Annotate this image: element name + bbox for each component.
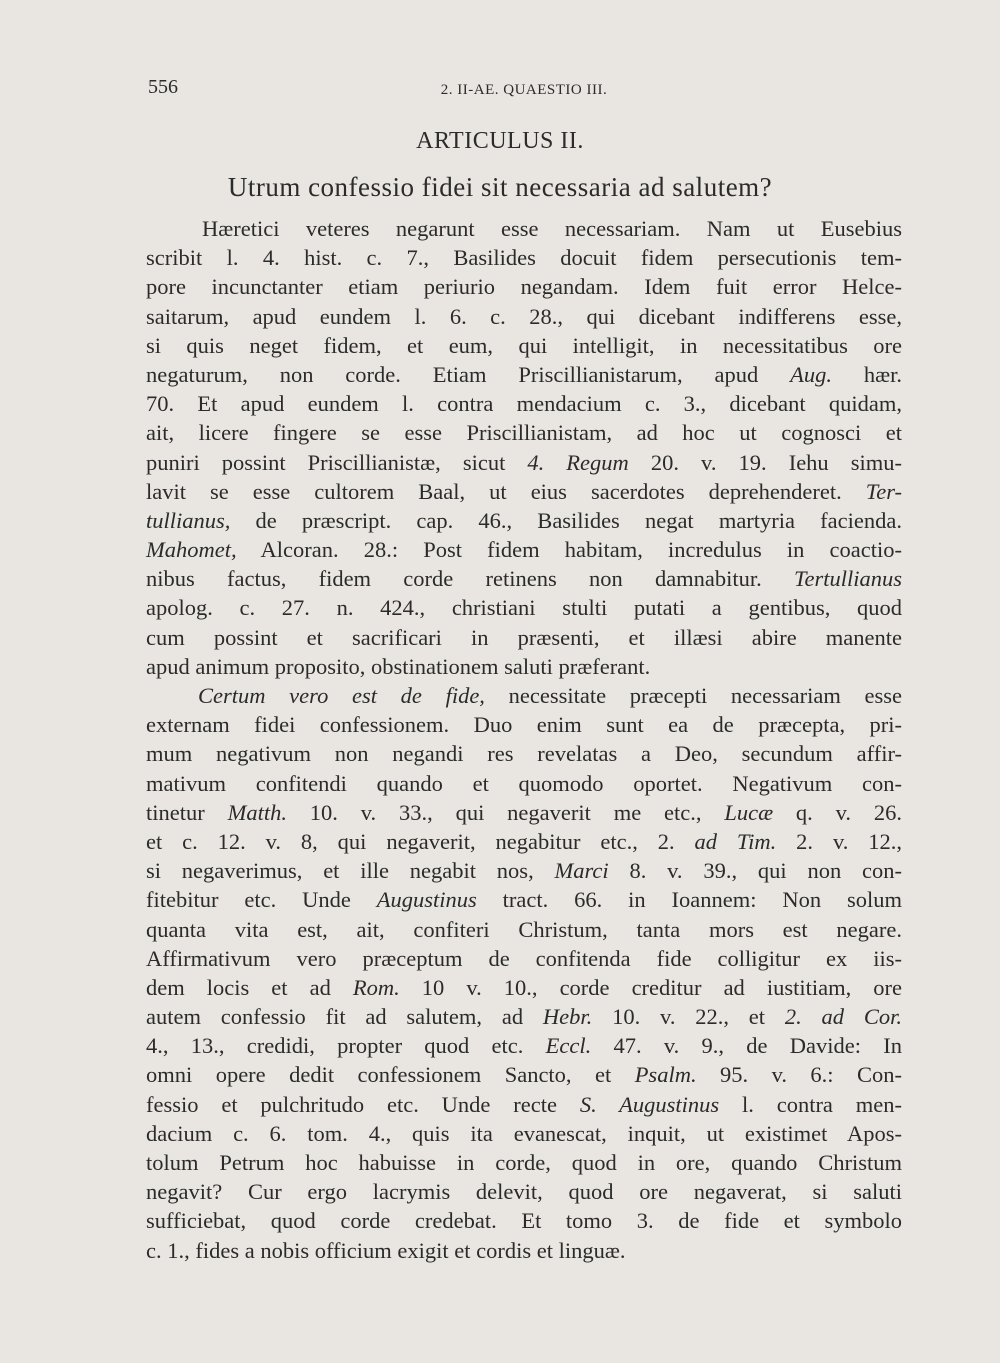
text-segment: tinetur — [146, 799, 228, 825]
text-line — [146, 623, 902, 652]
text-segment: sufficiebat, quod corde credebat. Et tomo 3. de fide et symbolo — [146, 1208, 902, 1234]
text-segment: de præscript. cap. 46., Basilides negat martyria facienda. — [230, 507, 902, 533]
italic-citation: Matth. — [227, 799, 287, 825]
text-line — [146, 302, 902, 331]
text-line — [146, 885, 902, 914]
text-line — [146, 1060, 902, 1089]
italic-citation: Mahomet, — [146, 537, 237, 563]
text-line — [146, 944, 902, 973]
text-line — [146, 1002, 902, 1031]
text-segment: scribit l. 4. hist. c. 7., Basilides docuit fidem persecutionis tem- — [146, 245, 902, 271]
question-heading: Utrum confessio fidei sit necessaria ad salutem? — [227, 172, 773, 202]
text-segment: 20. v. 19. Iehu simu- — [628, 449, 902, 475]
text-line — [146, 1090, 902, 1119]
text-line — [146, 798, 902, 827]
text-line — [146, 506, 902, 535]
text-segment: puniri possint Priscillianistæ, sicut — [146, 449, 528, 475]
text-segment: c. 1., fides a nobis officium exigit et cordis et linguæ. — [146, 1237, 626, 1263]
text-segment: necessitate præcepti necessariam esse — [484, 683, 902, 708]
text-line — [146, 1206, 902, 1235]
italic-citation: tullianus, — [146, 507, 231, 533]
text-segment: Hæretici veteres negarunt esse necessariam. Nam ut Eusebius — [202, 216, 902, 241]
text-segment: dem locis et ad — [146, 974, 353, 1000]
text-segment: 2. v. 12., — [776, 828, 902, 854]
text-line — [146, 1119, 902, 1148]
text-segment: ait, licere fingere se esse Priscillianistam, ad hoc ut cognosci et — [146, 420, 902, 446]
italic-citation: Eccl. — [545, 1033, 592, 1059]
text-segment: 47. v. 9., de Davide: In — [591, 1033, 903, 1059]
italic-citation: Psalm. — [634, 1062, 697, 1088]
italic-citation: Hebr. — [542, 1004, 593, 1030]
text-segment: q. v. 26. — [773, 799, 903, 825]
text-segment: apud animum proposito, obstinationem saluti præferant. — [146, 653, 651, 679]
italic-citation: Ter- — [865, 478, 902, 504]
text-line — [146, 243, 902, 272]
body-text — [146, 214, 902, 1265]
text-segment: et c. 12. v. 8, qui negaverit, negabitur etc., 2. — [146, 828, 695, 854]
text-segment: quanta vita est, ait, confiteri Christum, tanta mors est negare. — [146, 916, 902, 942]
text-segment: 10. v. 33., qui negaverit me etc., — [286, 799, 725, 825]
text-line — [146, 214, 902, 243]
text-line — [146, 652, 902, 681]
text-line — [146, 448, 902, 477]
text-line — [146, 769, 902, 798]
italic-citation: 4. Regum — [527, 449, 629, 475]
text-line — [146, 593, 902, 622]
text-segment: hær. — [832, 361, 903, 387]
text-segment: fessio et pulchritudo etc. Unde recte — [146, 1091, 580, 1117]
text-line — [146, 681, 902, 710]
text-line — [146, 477, 902, 506]
text-segment: 8. v. 39., qui non con- — [608, 858, 902, 884]
text-line — [146, 1236, 902, 1265]
text-segment: nibus factus, fidem corde retinens non damnabitur. — [146, 566, 795, 592]
text-line — [146, 418, 902, 447]
italic-citation: Rom. — [352, 974, 400, 1000]
text-line — [146, 1031, 902, 1060]
text-segment: l. contra men- — [719, 1091, 902, 1117]
text-line — [146, 739, 902, 768]
italic-citation: Aug. — [790, 361, 833, 387]
text-line — [146, 915, 902, 944]
text-line — [146, 1148, 902, 1177]
running-head: 2. II-AE. QUAESTIO III. — [440, 82, 608, 98]
text-segment: fitebitur etc. Unde — [146, 887, 377, 913]
text-segment: 4., 13., credidi, propter quod etc. — [146, 1033, 546, 1059]
text-segment: si negaverimus, et ille negabit nos, — [146, 858, 555, 884]
text-segment: pore incunctanter etiam periurio negandam. Idem fuit error Helce- — [146, 274, 902, 300]
text-line — [146, 360, 902, 389]
text-line — [146, 1177, 902, 1206]
page-header — [148, 76, 900, 104]
text-segment: 95. v. 6.: Con- — [696, 1062, 902, 1088]
text-segment: autem confessio fit ad salutem, ad — [146, 1004, 543, 1030]
text-line — [146, 272, 902, 301]
article-title: ARTICULUS II. — [416, 128, 584, 154]
text-segment: Alcoran. 28.: Post fidem habitam, incredulus in coactio- — [236, 537, 902, 563]
text-segment: omni opere dedit confessionem Sancto, et — [146, 1062, 635, 1088]
text-line — [146, 856, 902, 885]
text-segment: Affirmativum vero præceptum de confitenda fide colligitur ex iis- — [146, 945, 902, 971]
italic-citation: Certum vero est de fide, — [198, 683, 485, 708]
italic-citation: 2. ad Cor. — [784, 1004, 902, 1030]
text-line — [146, 710, 902, 739]
italic-citation: Lucæ — [724, 799, 774, 825]
text-segment: cum possint et sacrificari in præsenti, et illæsi abire manente — [146, 624, 902, 650]
italic-citation: Marci — [554, 858, 609, 884]
page-number: 556 — [148, 76, 178, 98]
text-segment: externam fidei confessionem. Duo enim sunt ea de præcepta, pri- — [146, 712, 902, 738]
text-line — [146, 535, 902, 564]
text-segment: saitarum, apud eundem l. 6. c. 28., qui dicebant indifferens esse, — [146, 303, 902, 329]
italic-citation: Augustinus — [376, 887, 477, 913]
text-line — [146, 564, 902, 593]
italic-citation: Tertullianus — [794, 566, 902, 592]
text-segment: negaturum, non corde. Etiam Priscillianistarum, apud — [146, 361, 791, 387]
text-line — [146, 827, 902, 856]
italic-citation: ad Tim. — [694, 828, 777, 854]
text-segment: 10. v. 22., et — [592, 1004, 785, 1030]
text-line — [146, 973, 902, 1002]
text-segment: mativum confitendi quando et quomodo oportet. Negativum con- — [146, 770, 902, 796]
text-line — [146, 389, 902, 418]
text-segment: 70. Et apud eundem l. contra mendacium c. 3., dicebant quidam, — [146, 391, 902, 417]
text-segment: tract. 66. in Ioannem: Non solum — [476, 887, 902, 913]
text-segment: tolum Petrum hoc habuisse in corde, quod in ore, quando Christum — [146, 1150, 902, 1175]
text-segment: si quis neget fidem, et eum, qui intelligit, in necessitatibus ore — [146, 332, 902, 358]
italic-citation: S. Augustinus — [579, 1091, 720, 1117]
text-segment: lavit se esse cultorem Baal, ut eius sacerdotes deprehenderet. — [146, 478, 866, 504]
text-segment: dacium c. 6. tom. 4., quis ita evanescat, inquit, ut existimet Apos- — [146, 1120, 902, 1146]
text-segment: apolog. c. 27. n. 424., christiani stulti putati a gentibus, quod — [146, 595, 902, 621]
text-line — [146, 331, 902, 360]
text-segment: mum negativum non negandi res revelatas a Deo, secundum affir- — [146, 741, 902, 767]
text-segment: 10 v. 10., corde creditur ad iustitiam, ore — [399, 974, 902, 1000]
text-segment: negavit? Cur ergo lacrymis delevit, quod ore negaverat, si saluti — [146, 1179, 902, 1205]
